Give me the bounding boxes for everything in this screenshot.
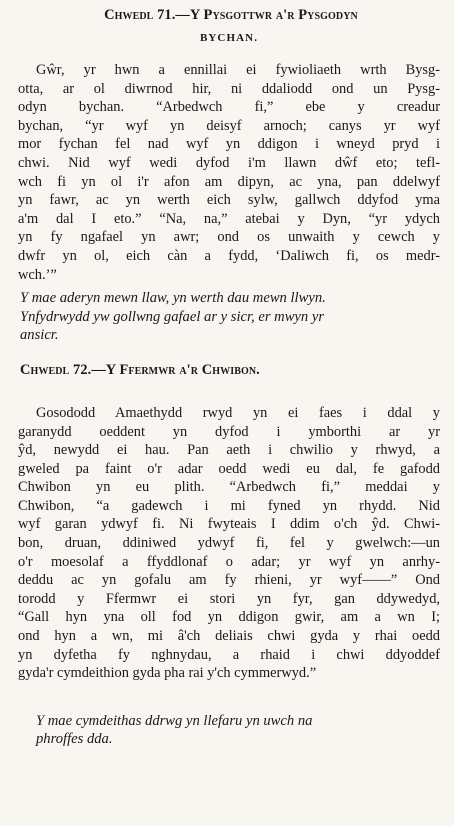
fable-72-text [18,404,440,683]
text-line: garanydd oeddent yn dyfod i ymborthi ar yr [18,423,440,440]
fable-71-heading: Chwedl 71.—Y Pysgottwr a'r Pysgodyn [104,7,358,23]
text-line: Gŵr, yr hwn a ennillai ei fywioliaeth wrth Bysg- [36,62,440,78]
text-line: torodd y Ffermwr ei stori yn fyr, gan ddywedyd, [18,590,440,607]
fable-71-text [18,61,440,284]
fable-71-moral [18,289,440,345]
text-line: dwfr yn ol, eich càn a fydd, ‘Daliwch fi, os medr- [18,247,440,264]
text-line: a'm dal I eto.” “Na, na,” atebai y Dyn, “yr ydych [18,210,440,227]
text-line: otta, ar ol diwrnod hir, ni ddaliodd ond un Pysg- [18,80,440,97]
text-line: wch.’” [18,266,57,283]
moral-line: phroffes dda. [36,731,113,748]
text-line: gyda'r cymdeithion gyda pha rai y'ch cymmerwyd.” [18,665,317,682]
text-line: ond hyn a wn, mi â'ch deliais chwi gyda y rhai oedd [18,628,440,645]
moral-line: Y mae cymdeithas ddrwg yn llefaru yn uwch na [36,712,313,729]
text-line: “Gall hyn yna oll fod yn ddigon gwir, am a wn I; [18,609,440,626]
text-line: bon, druan, ddiniwed ydwyf fi, fel y gwelwch:—un [18,535,440,552]
text-line: yn fy ngafael yn awr; ond os unwaith y cewch y [18,229,440,246]
fable-72 [18,362,440,749]
text-line: odyn bychan. “Arbedwch fi,” ebe y creadur [18,99,440,116]
text-line: Gosododd Amaethydd rwyd yn ei faes i ddal y [36,404,440,421]
text-line: wyf garan ydwyf fi. Ni fwyteais I ddim o'ch ŷd. Chwi- [18,516,440,533]
fable-71-subheading: BYCHAN. [199,32,259,44]
text-line: bychan, “yr wyf yn deisyf arnoch; canys yr wyf [18,117,440,134]
text-line: Chwibon, “a gadewch i mi fyned yn rhydd. Nid [18,497,440,514]
text-line: gweled pa faint o'r adar oedd wedi eu dal, fe gafodd [18,460,440,477]
moral-line: ansicr. [20,327,59,344]
text-line: Chwibon yn eu plith. “Arbedwch fi,” meddai y [18,479,440,496]
text-line: ŷd, newydd ei hau. Pan aeth i chwilio y rhwyd, a [18,442,440,459]
moral-line: Ynfydrwydd yw gollwng gafael ar y sicr, er mwyn yr [20,308,325,325]
fable-71 [18,7,440,345]
text-line: yn dyfetha fy nghnydau, a rhaid i chwi ddyoddef [18,646,440,663]
moral-line: Y mae aderyn mewn llaw, yn werth dau mewn llwyn. [20,290,326,307]
text-line: chwi. Nid wyf wedi dyfod i'm llawn dŵf eto; tefl- [18,154,440,171]
fable-72-moral [18,712,440,749]
text-line: mor fychan fel nad wyf yn ddigon i wneyd pryd i [18,136,440,153]
text-line: yn fawr, ac yn werth eich sylw, gallwch ddyfod yma [18,192,440,209]
text-line: wch fi yn ol i'r afon am dipyn, ac yna, pan ddelwyf [18,173,440,190]
text-line: o'r moesolaf a ffyddlonaf o adar; yr wyf yn anrhy- [18,553,440,570]
text-line: deddu ac yn gofalu am fy rhieni, yr wyf——” Ond [18,572,440,589]
fable-72-heading: Chwedl 72.—Y Ffermwr a'r Chwibon. [20,361,260,378]
